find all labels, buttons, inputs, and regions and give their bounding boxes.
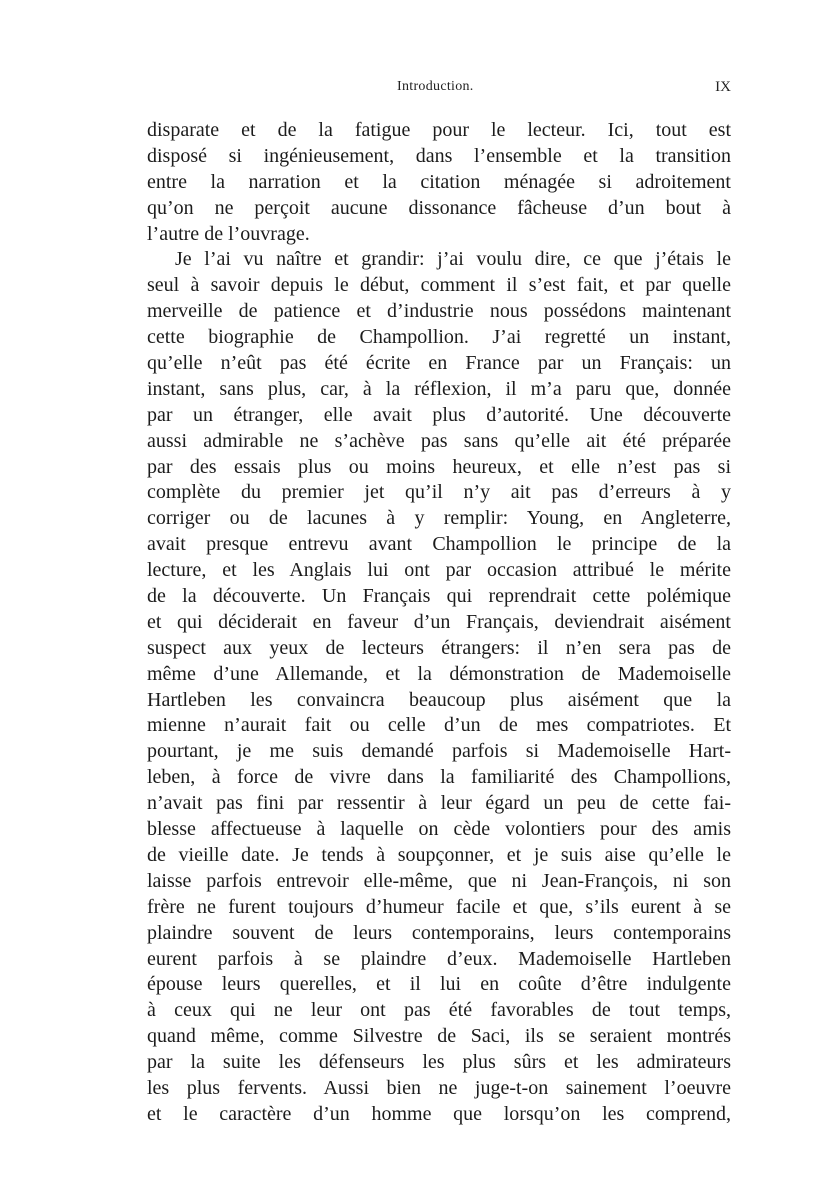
- text-line: complète du premier jet qu’il n’y ait pas d’erreurs à y: [147, 481, 731, 504]
- text-line: de vieille date. Je tends à soupçonner, et je suis aise qu’elle le: [147, 843, 731, 866]
- text-line: eurent parfois à se plaindre d’eux. Mademoiselle Hartleben: [147, 947, 731, 970]
- text-line: qu’on ne perçoit aucune dissonance fâcheuse d’un bout à: [147, 196, 731, 219]
- page-number: IX: [715, 79, 731, 95]
- text-line: avait presque entrevu avant Champollion le principe de la: [147, 533, 731, 556]
- text-line: par un étranger, elle avait plus d’autorité. Une découverte: [147, 403, 731, 426]
- text-line: l’autre de l’ouvrage.: [147, 222, 310, 245]
- text-line: et le caractère d’un homme que lorsqu’on les comprend,: [147, 1102, 731, 1125]
- text-line: mienne n’aurait fait ou celle d’un de mes compatriotes. Et: [147, 714, 731, 737]
- text-line: disposé si ingénieusement, dans l’ensemble et la transition: [147, 144, 731, 167]
- text-line: disparate et de la fatigue pour le lecteur. Ici, tout est: [147, 119, 731, 141]
- text-line: par la suite les défenseurs les plus sûrs et les admirateurs: [147, 1051, 731, 1074]
- text-line: laisse parfois entrevoir elle-même, que ni Jean-François, ni son: [147, 869, 731, 892]
- text-line: entre la narration et la citation ménagée si adroitement: [147, 170, 731, 193]
- text-line: lecture, et les Anglais lui ont par occasion attribué le mérite: [147, 559, 731, 582]
- body-text: [147, 118, 731, 1128]
- text-line: les plus fervents. Aussi bien ne juge-t-on sainement l’oeuvre: [147, 1076, 731, 1099]
- text-line: cette biographie de Champollion. J’ai regretté un instant,: [147, 326, 731, 349]
- text-line: n’avait pas fini par ressentir à leur égard un peu de cette fai-: [147, 792, 731, 815]
- text-line: frère ne furent toujours d’humeur facile et que, s’ils eurent à se: [147, 895, 731, 918]
- text-line: leben, à force de vivre dans la familiarité des Champollions,: [147, 766, 731, 789]
- text-line: épouse leurs querelles, et il lui en coûte d’être indulgente: [147, 973, 731, 996]
- text-line: Hartleben les convaincra beaucoup plus aisément que la: [147, 688, 731, 711]
- text-line: par des essais plus ou moins heureux, et elle n’est pas si: [147, 455, 731, 478]
- text-line: suspect aux yeux de lecteurs étrangers: il n’en sera pas de: [147, 636, 731, 659]
- text-line: instant, sans plus, car, à la réflexion, il m’a paru que, donnée: [147, 377, 731, 400]
- text-line: et qui déciderait en faveur d’un Français, deviendrait aisément: [147, 610, 731, 633]
- text-line: plaindre souvent de leurs contemporains, leurs contemporains: [147, 921, 731, 944]
- text-line: même d’une Allemande, et la démonstration de Mademoiselle: [147, 662, 731, 685]
- text-line: quand même, comme Silvestre de Saci, ils se seraient montrés: [147, 1025, 731, 1048]
- running-title: Introduction.: [397, 79, 474, 94]
- text-line: seul à savoir depuis le début, comment il s’est fait, et par quelle: [147, 274, 731, 297]
- text-line: merveille de patience et d’industrie nous possédons maintenant: [147, 300, 731, 323]
- text-line: Je l’ai vu naître et grandir: j’ai voulu dire, ce que j’étais le: [175, 248, 731, 271]
- text-line: de la découverte. Un Français qui reprendrait cette polémique: [147, 585, 731, 608]
- text-line: à ceux qui ne leur ont pas été favorables de tout temps,: [147, 999, 731, 1022]
- text-line: pourtant, je me suis demandé parfois si Mademoiselle Hart-: [147, 740, 731, 763]
- running-head: [147, 79, 731, 101]
- text-line: corriger ou de lacunes à y remplir: Young, en Angleterre,: [147, 507, 731, 530]
- text-line: blesse affectueuse à laquelle on cède volontiers pour des amis: [147, 818, 731, 841]
- text-line: qu’elle n’eût pas été écrite en France par un Français: un: [147, 352, 731, 375]
- text-line: aussi admirable ne s’achève pas sans qu’elle ait été préparée: [147, 429, 731, 452]
